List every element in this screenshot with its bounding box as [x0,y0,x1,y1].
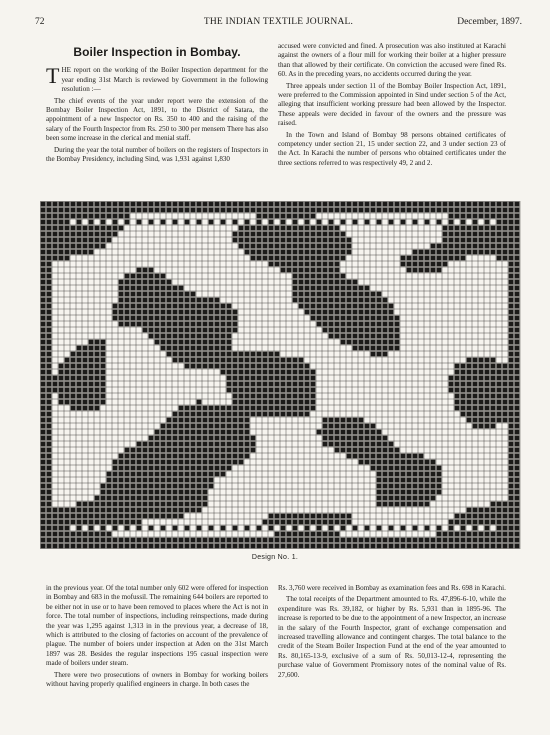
grid-lines [40,201,520,549]
paragraph: accused were convicted and fined. A prosecution was also instituted at Karachi against the owners of a flour mill for working their boiler at a higher pressure than that allowed by their certificate. On conviction the accused were fined Rs. 60. As in the preceding years, no accidents occurred during the year. [278,42,506,79]
paragraph: The chief events of the year under report were the extension of the Bombay Boiler Inspection Act, 1891, to the District of Satara, the appointment of a new Inspector on Rs. 350 to 400 and the raising of the salary of the Fourth Inspector from Rs. 250 to 300 per mensem There has also been some increase in the clerical and menial staff. [46,96,268,143]
bottom-right-column [278,584,506,682]
lace-design-figure [40,201,521,549]
lead-paragraph: THE report on the working of the Boiler Inspection department for the year ending 31st March is reviewed by Government in the following resolution :— [46,63,268,94]
paragraph: In the Town and Island of Bombay 98 persons obtained certificates of competency under section 21, 15 under section 22, and 3 under section 23 of the Act. In Karachi the number of persons who obtained certificates under the three sections referred to was respectively 49, 2 and 2. [278,130,506,167]
drop-cap: T [46,63,60,89]
filet-pattern-grid [40,201,521,549]
page-number: 72 [35,17,45,27]
paragraph: Rs. 3,760 were received in Bombay as examination fees and Rs. 698 in Karachi. [278,584,506,592]
paragraph: There were two prosecutions of owners in Bombay for working boilers without having properly qualified engineers in charge. In both cases the [46,670,268,689]
figure-caption: Design No. 1. [251,554,299,561]
page-header [35,17,522,29]
paragraph: in the previous year. Of the total number only 602 were offered for inspection in Bombay and 683 in the mofussil. The remaining 644 boilers are reported to be either not in use or to have been removed to places where the Act is not in force. The total number of inspections, including reinspections, made during the year was 1,295 against 1,313 in in the previous year, a decrease of 18, which is attributed to the closing of factories on account of the prevalence of plague. The number of boiers under inspection at Aden on the 31st March 1897 was 28. Besides the regular inspections 195 casual inspection were made of boilers under steam. [46,584,268,668]
paragraph: Three appeals under section 11 of the Bombay Boiler Inspection Act, 1891, were preferred to the Commission appointed in Sind under section 5 of the Act, alleging that insufficient working pressure had been allowed by the Inspector. These appeals were decided in favour of the owners and the pressure was raised. [278,81,506,128]
issue-date: December, 1897. [457,17,522,27]
bottom-left-column [46,584,268,691]
paragraph: During the year the total number of boilers on the registers of Inspectors in the Bombay Presidency, including Sind, was 1,931 against 1,830 [46,145,268,164]
article-title: Boiler Inspection in Bombay. [73,45,241,59]
journal-title: THE INDIAN TEXTILE JOURNAL. [203,17,354,27]
left-column [46,42,268,166]
right-column [278,42,506,170]
paragraph: The total receipts of the Department amounted to Rs. 47,896-6-10, while the expenditure was Rs. 39,182, or higher by Rs. 5,931 than in 1895-96. The increase is reported to be due to the appointment of a new Inspector, an increase in the salary of the Fourth Inspector, grant of exchange compensation and increased travelling allowance and contingent charges. The total balance to the credit of the Steam Boiler Inspection Fund at the end of the year amounted to Rs. 80,165-13-9, exclusive of a sum of Rs. 50,013-12-4, representing the purchase value of Government Promissory notes of the nominal value of Rs. 27,600. [278,595,506,679]
